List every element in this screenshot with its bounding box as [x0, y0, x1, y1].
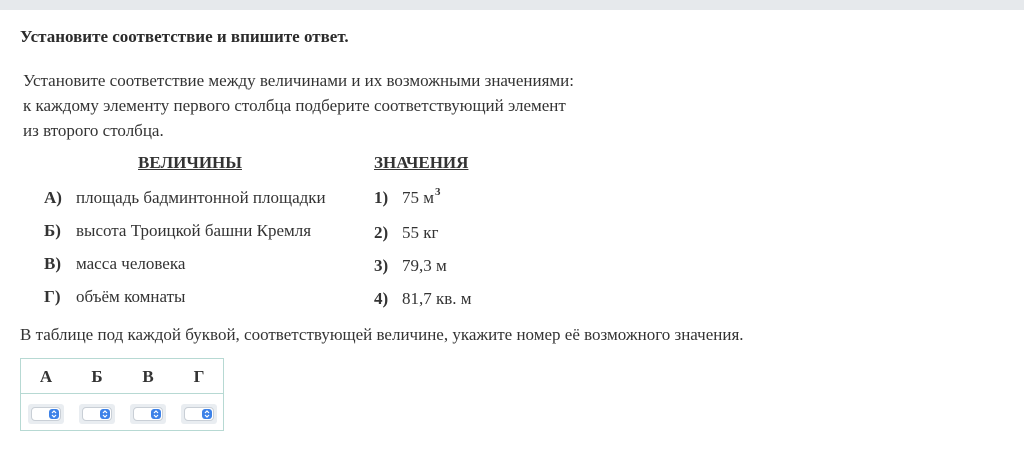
- quantity-letter: В): [44, 254, 61, 273]
- value-text: 75 м: [402, 188, 435, 207]
- select-field[interactable]: [82, 407, 112, 421]
- answer-select-g[interactable]: [181, 404, 217, 424]
- answer-select-a[interactable]: [28, 404, 64, 424]
- quantities-header: ВЕЛИЧИНЫ: [138, 153, 242, 172]
- select-field[interactable]: [184, 407, 214, 421]
- value-superscript: 3: [435, 186, 441, 198]
- answer-select-v[interactable]: [130, 404, 166, 424]
- quantity-letter: А): [44, 188, 62, 207]
- select-arrows-icon: [100, 409, 110, 419]
- answer-letter-a: А: [39, 367, 53, 386]
- select-arrows-icon: [202, 409, 212, 419]
- select-field[interactable]: [31, 407, 61, 421]
- value-item-3: [374, 256, 447, 276]
- answer-table: [20, 358, 224, 431]
- quantity-item-g: [44, 287, 185, 307]
- value-item-2: [374, 223, 438, 243]
- top-bar: [0, 0, 1024, 10]
- quantity-item-a: [44, 188, 326, 208]
- value-number: 3): [374, 256, 389, 275]
- task-title: Установите соответствие и впишите ответ.: [20, 27, 349, 46]
- quantity-text: высота Троицкой башни Кремля: [76, 221, 312, 240]
- table-divider: [21, 393, 223, 394]
- instruction-line: из второго столбца.: [23, 121, 164, 140]
- answer-caption: В таблице под каждой буквой, соответствующей величине, укажите номер её возможного значения.: [20, 325, 744, 344]
- value-text: 81,7 кв. м: [402, 289, 472, 308]
- quantity-item-v: [44, 254, 185, 274]
- answer-letter-b: Б: [91, 367, 103, 386]
- value-text: 79,3 м: [402, 256, 447, 275]
- quantity-text: объём комнаты: [76, 287, 186, 306]
- quantity-item-b: [44, 221, 311, 241]
- select-arrows-icon: [49, 409, 59, 419]
- instruction-text: [23, 68, 633, 143]
- values-header: ЗНАЧЕНИЯ: [374, 153, 469, 172]
- instruction-line: Установите соответствие между величинами и их возможными значениями:: [23, 71, 574, 90]
- value-item-1: [374, 188, 441, 208]
- value-text: 55 кг: [402, 223, 439, 242]
- quantity-text: масса человека: [76, 254, 186, 273]
- quantity-letter: Г): [44, 287, 61, 306]
- answer-letter-g: Г: [193, 367, 205, 386]
- select-field[interactable]: [133, 407, 163, 421]
- quantity-text: площадь бадминтонной площадки: [76, 188, 326, 207]
- quantity-letter: Б): [44, 221, 61, 240]
- answer-letter-v: В: [142, 367, 154, 386]
- value-number: 1): [374, 188, 389, 207]
- value-number: 4): [374, 289, 389, 308]
- select-arrows-icon: [151, 409, 161, 419]
- value-item-4: [374, 289, 472, 309]
- answer-select-b[interactable]: [79, 404, 115, 424]
- value-number: 2): [374, 223, 389, 242]
- instruction-line: к каждому элементу первого столбца подберите соответствующий элемент: [23, 96, 566, 115]
